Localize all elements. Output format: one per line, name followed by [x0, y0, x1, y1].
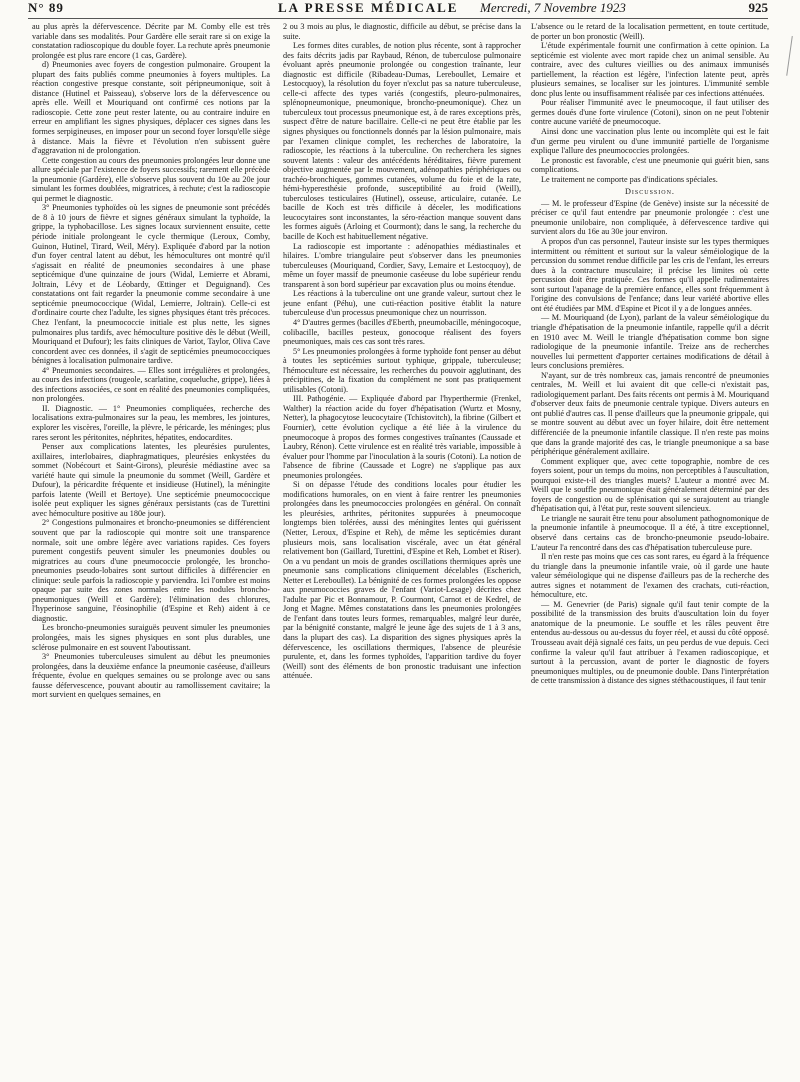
paragraph: Cette congestion au cours des pneumonies prolongées leur donne une allure spéciale par l'existence de foyers successifs; rarement elle précède la pneumonie (Gardère), elle s'observe plus souvent du 10e au 20e jour simulant les formes doublées, migratrices, à rechute; c'est la radioscopie qui permet le diagnostic.	[32, 155, 270, 203]
paragraph: 3° Pneumonies typhoïdes où les signes de pneumonie sont précédés de 8 à 10 jours de fièvre et signes généraux simulant la typhoïde, la grippe, la typhobacillose. Les signes locaux surviennent ensuite, cette période initiale prolongeant le cycle thermique (Leroux, Comby, Guinon, Hutinel, Tirard, Weil, Méry). Expliquée d'abord par la notion d'un foyer central latent au début, les hémocultures ont montré qu'il s'agissait en réalité de pneumonies secondaires à une phase septicémique d'une quinzaine de jours (Widal, Lemierre et Abrami, Joltrain, Lévy et de Léobardy, Œttinger et Deguignand). Ces constatations ont fait regarder la pneumonie comme secondaire à une septicémie pneumococcique (Widal, Lemierre, Joltrain). Celle-ci est d'ordinaire courte chez l'adulte, les signes physiques étant très précoces. Chez l'enfant, la pneumococcie initiale est plus nette, les signes pulmonaires plus tardifs, avec hémoculture positive dès le début (Weill, Mouriquand et Dufour); les faits cliniques de Variot, Taylor, Oliva Cave concordent avec ces données, il s'agit de septicémies pneumococciques bénignes à localisation pulmonaire tardive.	[32, 203, 270, 366]
paragraph: Il n'en reste pas moins que ces cas sont rares, eu égard à la fréquence du triangle dans la pneumonie infantile vraie, où il garde une haute valeur séméiologique qui ne dispense d'ailleurs pas de la recherche des autres signes et notamment de l'examen des crachats, cuti-réaction, hémoculture, etc.	[531, 552, 769, 600]
paragraph: — M. Genevrier (de Paris) signale qu'il faut tenir compte de la possibilité de la transmission des bruits d'auscultation loin du foyer anatomique de la pneumonie. Le souffle et les râles peuvent être entendus au-dessous ou au-dessus du foyer réel, et aussi du côté opposé. Trousseau avait déjà signalé ces faits, un peu perdus de vue depuis. Ceci confirme la valeur qu'il faut attribuer à l'examen radioscopique, et surtout à la percussion, avant de porter le diagnostic de foyers pneumoniques multiples, ou de pneumonie double. Dans l'interprétation de cette transmission à distance des signes stéthacoustiques, il faut tenir	[531, 599, 769, 686]
paragraph: Les réactions à la tuberculine ont une grande valeur, surtout chez le jeune enfant (Péhu), une cuti-réaction positive établit la nature tuberculeuse d'un processus pneumonique chez un nourrisson.	[283, 289, 521, 318]
paragraph: III. Pathogénie. — Expliquée d'abord par l'hyperthermie (Frenkel, Walther) la réaction acide du foyer d'hépatisation (Wurtz et Mosny, Netter), la phagocytose leucocytaire (Tchistovitch), la fibrine (Gilbert et Fournier), cette évolution cyclique a été liée à la virulence du pneumocoque à propos des formes congestives traînantes (Caussade et Laubry, Rénon). Cette virulence est en réalité très variable, impossible à évaluer pour l'homme par l'inoculation à la souris (Cotoni). La notion de l'absence de fibrine (Caussade et Logre) ne s'applique pas aux pneumonies prolongées.	[283, 394, 521, 480]
paragraph: 2 ou 3 mois au plus, le diagnostic, difficile au début, se précise dans la suite.	[283, 22, 521, 41]
issue-date: Mercredi, 7 Novembre 1923	[480, 0, 626, 15]
discussion-heading: Discussion.	[625, 187, 675, 197]
paragraph: 2° Congestions pulmonaires et broncho-pneumonies se différencient souvent que par la radioscopie qui montre soit une transparence normale, soit une ombre légère avec variations rapides. Ces foyers purement congestifs peuvent simuler les pneumonies doubles ou migratrices au cours d'une pneumococcie prolongée, les broncho-pneumonies pseudo-lobaires sont surtout difficiles à différencier en clinique: seule parfois la radioscopie y parviendra. Ici l'ombre est moins opaque par suite des zones normales entre les nodules broncho-pneumoniques (Weill et Gardère); l'élimination des chlorures, l'hyperinose sanguine, l'éosinophilie (d'Espine et Reh) aident à ce diagnostic.	[32, 518, 270, 623]
column-left	[32, 22, 270, 1072]
paragraph: Ainsi donc une vaccination plus lente ou incomplète qui est le fait d'un germe peu virulent ou d'une immunité partielle de l'organisme explique l'allure des pneumococcies prolongées.	[531, 127, 769, 156]
paragraph: au plus après la défervescence. Décrite par M. Comby elle est très variable dans ses modalités. Pour Gardère elle serait rare si on exige la constatation radioscopique du double foyer. La rechute après pneumonie prolongée est plus rare encore (1 cas, Gardère).	[32, 22, 270, 60]
paragraph: A propos d'un cas personnel, l'auteur insiste sur les types thermiques intermittent ou rémittent et surtout sur la valeur séméiologique de la percussion du sommet rendue difficile par les cris de l'enfant, les erreurs dues à la contracture musculaire; il précise les limites où cette percussion doit être pratiquée. Ces formes qu'il appelle rudimentaires sont surtout l'apanage de la première enfance, elles sont fréquemment à l'origine des convulsions de l'enfance; dans leur variété abortive elles ont été étudiées par MM. d'Espine et Picot il y a de longues années.	[531, 237, 769, 313]
margin-pencil-mark	[786, 36, 795, 76]
paragraph: Si on dépasse l'étude des conditions locales pour étudier les modifications humorales, on en vient à faire rentrer les pneumonies prolongées dans les pneumococcies prolongées en général. On connaît les pleurésies, arthrites, péritonites suppurées à pneumocoque longtemps bien tolérées, aussi des méningites lentes qui guérissent (Netter, Leroux, d'Espine et Reh), de même les septicémies durant plusieurs mois, sans localisation viscérale, avec un état général relativement bon (Gaillard, Turettini, d'Espine et Reh, Lombet et Riser). On a vu pendant un mois de grandes oscillations thermiques après une pneumonie sans complications cliniquement décelables (Escherich, Netter et Lereboullet). La bénignité de ces formes prolongées les oppose aux pneumococcies graves de l'enfant (Variot-Lesage) décrites chez l'adulte par Pic et Bonnamour, P. Courmont, Carnot et de Kedrel, de Jong et Magne. Mêmes constatations dans les pneumonies prolongées de l'enfant dans toutes leurs formes, remarquables, malgré leur durée, par la bénignité constante, malgré le jeune âge des sujets de 1 à 3 ans, dans la plupart des cas). La disparition des signes physiques après la défervescence, les oscillations thermiques, l'absence de pleurésie purulente, et, dans les formes typhoïdes, l'apparition tardive du foyer (Weill) sont des éléments de bon pronostic traduisant une infection atténuée.	[283, 480, 521, 681]
paragraph: L'absence ou le retard de la localisation permettent, en toute certitude, de porter un bon pronostic (Weill).	[531, 22, 769, 41]
paragraph: Pour réaliser l'immunité avec le pneumocoque, il faut utiliser des germes doués d'une forte virulence (Cotoni), sinon on ne peut l'obtenir contre aucune variété de pneumocoque.	[531, 98, 769, 127]
paragraph: Le pronostic est favorable, c'est une pneumonie qui guérit bien, sans complications.	[531, 155, 769, 175]
column-right	[531, 22, 769, 1072]
page-header	[28, 0, 768, 19]
column-middle	[283, 22, 521, 1072]
paragraph: La radioscopie est importante : adénopathies médiastinales et hilaires. L'ombre triangulaire peut s'observer dans les pneumonies tuberculeuses (Mouriquand, Cordier, Savy, Lemaire et Lestocquoy), de même un foyer massif de pneumonie caséeuse du lobe supérieur rendu transparent à son bord supérieur par excavation plus ou moins étendue.	[283, 241, 521, 289]
paragraph: d) Pneumonies avec foyers de congestion pulmonaire. Groupent la plupart des faits publiés comme pneumonies à foyers multiples. La réaction congestive presque constante, soit péripneumonique, soit à distance (Hutinel et Paisseau), s'observe lors de la défervescence ou après elle. Weill et Mouriquand ont confirmé ces notions par la radioscopie. Cette zone peut rester latente, ou au contraire induire en erreur en amplifiant les signes physiques, déplacer ces signes dans les formes serpigineuses, en imposer pour un second foyer lorsqu'elle siège à distance. Mais la fièvre et l'évolution n'en subissent guère d'aggravation ni de prolongation.	[32, 60, 270, 156]
paragraph: Les broncho-pneumonies suraiguës peuvent simuler les pneumonies prolongées, mais les signes physiques en sont plus durables, une sclérose pulmonaire en est souvent l'aboutissant.	[32, 623, 270, 652]
page-number: 925	[748, 0, 768, 15]
paragraph: Les formes dites curables, de notion plus récente, sont à rapprocher des faits décrits jadis par Raybaud, Rénon, de tuberculose pulmonaire évoluant après pneumonie prolongée ou congestion traînante, leur diagnostic est difficile (Ribadeau-Dumas, Lereboullet, Lemaire et Lestocquoy), la résolution du foyer n'exclut pas sa nature tuberculeuse, celle-ci affecte des types variés (congestifs, pleuro-pulmonaires, splénopneumonique, pneumonique, broncho-pneumonique). Chez un tuberculeux tout processus pneumonique est, à de rares exceptions près, suspect d'être de nature bacillaire. Celle-ci ne peut être établie par les signes physiques ou fonctionnels donnés par la lésion pulmonaire, mais par l'examen clinique complet, les recherches de laboratoire, la radioscopie, les réactions à la tuberculine. On recherchera les signes souvent latents : valeur des antécédents héréditaires, fièvre purement objective augmentée par le mouvement, adénopathies périphériques ou trachéo-bronchiques, gommes cutanées, volume du foie et de la rate, hémi-hyperesthésie profonde, susceptibilité au froid (Weill), tuberculoses testiculaires (Hutinel), osseuse, articulaire, cutanée. Le bacille de Koch est très difficile à déceler, les modifications leucocytaires sont inconstantes, la séro-réaction manque souvent dans les formes aiguës (Arloing et Courmont); dans le sang, la recherche du bacille de Koch est habituellement négative.	[283, 41, 521, 242]
paragraph: 3° Pneumonies tuberculeuses simulent au début les pneumonies prolongées, dans la deuxième enfance la pneumonie caséeuse, d'ailleurs fréquente, évolue en quelques semaines ou se prolonge avec ou sans fausse défervescence, pouvant aboutir au ramollissement cavitaire; la mort survient en quelques semaines, en	[32, 652, 270, 700]
paragraph: Penser aux complications latentes, les pleurésies purulentes, axillaires, interlobaires, diaphragmatiques, pleurésies enkystées du sommet (Nobécourt et Saint-Girons), pleurésie médiastine avec sa variété haute qui simule la pneumonie du sommet (Weill, Gardère et Dufour), la péricardite fréquente et insidieuse (Hutinel), la méningite parfois latente (Weill et Bertoye). Une septicémie pneumococcique isolée peut expliquer les signes généraux persistants (cas de Turettini avec hémoculture positive au 180e jour).	[32, 442, 270, 518]
paragraph: Comment expliquer que, avec cette topographie, nombre de ces foyers soient, pour un temps du moins, non perceptibles à l'auscultation, pourquoi existe-t-il des triangles muets? L'auteur a montré avec M. Weill que le souffle pneumonique était généralement déterminé par des foyers de congestion ou de splénisation qui se surajoutent au triangle d'hépatisation qui, à l'état pur, reste souvent silencieux.	[531, 456, 769, 514]
paragraph: Le triangle ne saurait être tenu pour absolument pathognomonique de la pneumonie infantile à pneumocoque. Il a été, à titre exceptionnel, observé dans certains cas de broncho-pneumonie pseudo-lobaire. L'auteur l'a rencontré dans des cas d'hépatisation tuberculeuse pure.	[531, 513, 769, 552]
journal-title: LA PRESSE MÉDICALE	[278, 0, 459, 15]
paragraph: Le traitement ne comporte pas d'indications spéciales.	[541, 174, 718, 184]
paragraph: 4° Pneumonies secondaires. — Elles sont irrégulières et prolongées, au cours des infections (rougeole, scarlatine, coqueluche, grippe), liées à des infections associées, ce sont en réalité des pneumonies compliquées, non prolongées.	[32, 365, 270, 404]
paragraph: L'étude expérimentale fournit une confirmation à cette opinion. La septicémie est violente avec mort rapide chez un animal sensible. Au contraire, avec des cultures vieillies ou des animaux immunisés partiellement, la réaction est légère, l'infection latente peut, après plusieurs semaines, se localiser sur les jointures. L'immunité semble donc plus lente ou insuffisamment réalisée par ces infections atténuées.	[531, 41, 769, 98]
paragraph: 5° Les pneumonies prolongées à forme typhoïde font penser au début à toutes les septicémies surtout typhique, grippale, tuberculeuse; l'hémoculture est nécessaire, les recherches du pouvoir agglutinant, des précipitines, de la fixation du complément ne sont pas pratiquement utilisables (Cotoni).	[283, 346, 521, 394]
paragraph: N'ayant, sur de très nombreux cas, jamais rencontré de pneumonies centrales, M. Weill et lui avaient dit que celle-ci n'existait pas, radiologiquement parlant. Des faits récents ont permis à M. Mouriquand d'observer deux faits de pneumonie centrale typique. Divers auteurs en ont publié d'autres cas. Il pense d'ailleurs que la pneumonie grippale, qui se montre souvent au début avec un foyer hilaire, doit être nettement différenciée de la pneumonie infantile classique. Il n'en reste pas moins que dans la grande majorité des cas, le triangle pneumonique a sa base périphérique généralement axillaire.	[531, 370, 769, 457]
paragraph: — M. Mouriquand (de Lyon), parlant de la valeur séméiologique du triangle d'hépatisation de la pneumonie infantile, rappelle qu'il a décrit en 1910 avec M. Weill le triangle d'hépatisation comme bon signe radiologique de la pneumonie infantile. Treize ans de recherches nouvelles lui permettent d'apporter certaines modifications de détail à leurs conclusions premières.	[531, 313, 769, 371]
issue-number: N° 89	[28, 0, 64, 15]
paragraph: II. Diagnostic. — 1° Pneumonies compliquées, recherche des localisations extra-pulmonaires sur la peau, les membres, les jointures, explorer les viscères, l'oreille, la plèvre, le péricarde, les méninges; plus rares seront les péritonites, néphrites, hépatites, endocardites.	[32, 403, 270, 442]
paragraph: 4° D'autres germes (bacilles d'Eberth, pneumobacille, méningocoque, colibacille, bacilles pesteux, gonocoque réalisent des foyers pneumoniques, mais ces cas sont très rares.	[283, 317, 521, 347]
paragraph: — M. le professeur d'Espine (de Genève) insiste sur la nécessité de préciser ce qu'il faut entendre par pneumonie prolongée : c'est une pneumonie unilobaire, non compliquée, à défervescence tardive qui survient alors du 16e au 30e jour environ.	[531, 198, 769, 237]
